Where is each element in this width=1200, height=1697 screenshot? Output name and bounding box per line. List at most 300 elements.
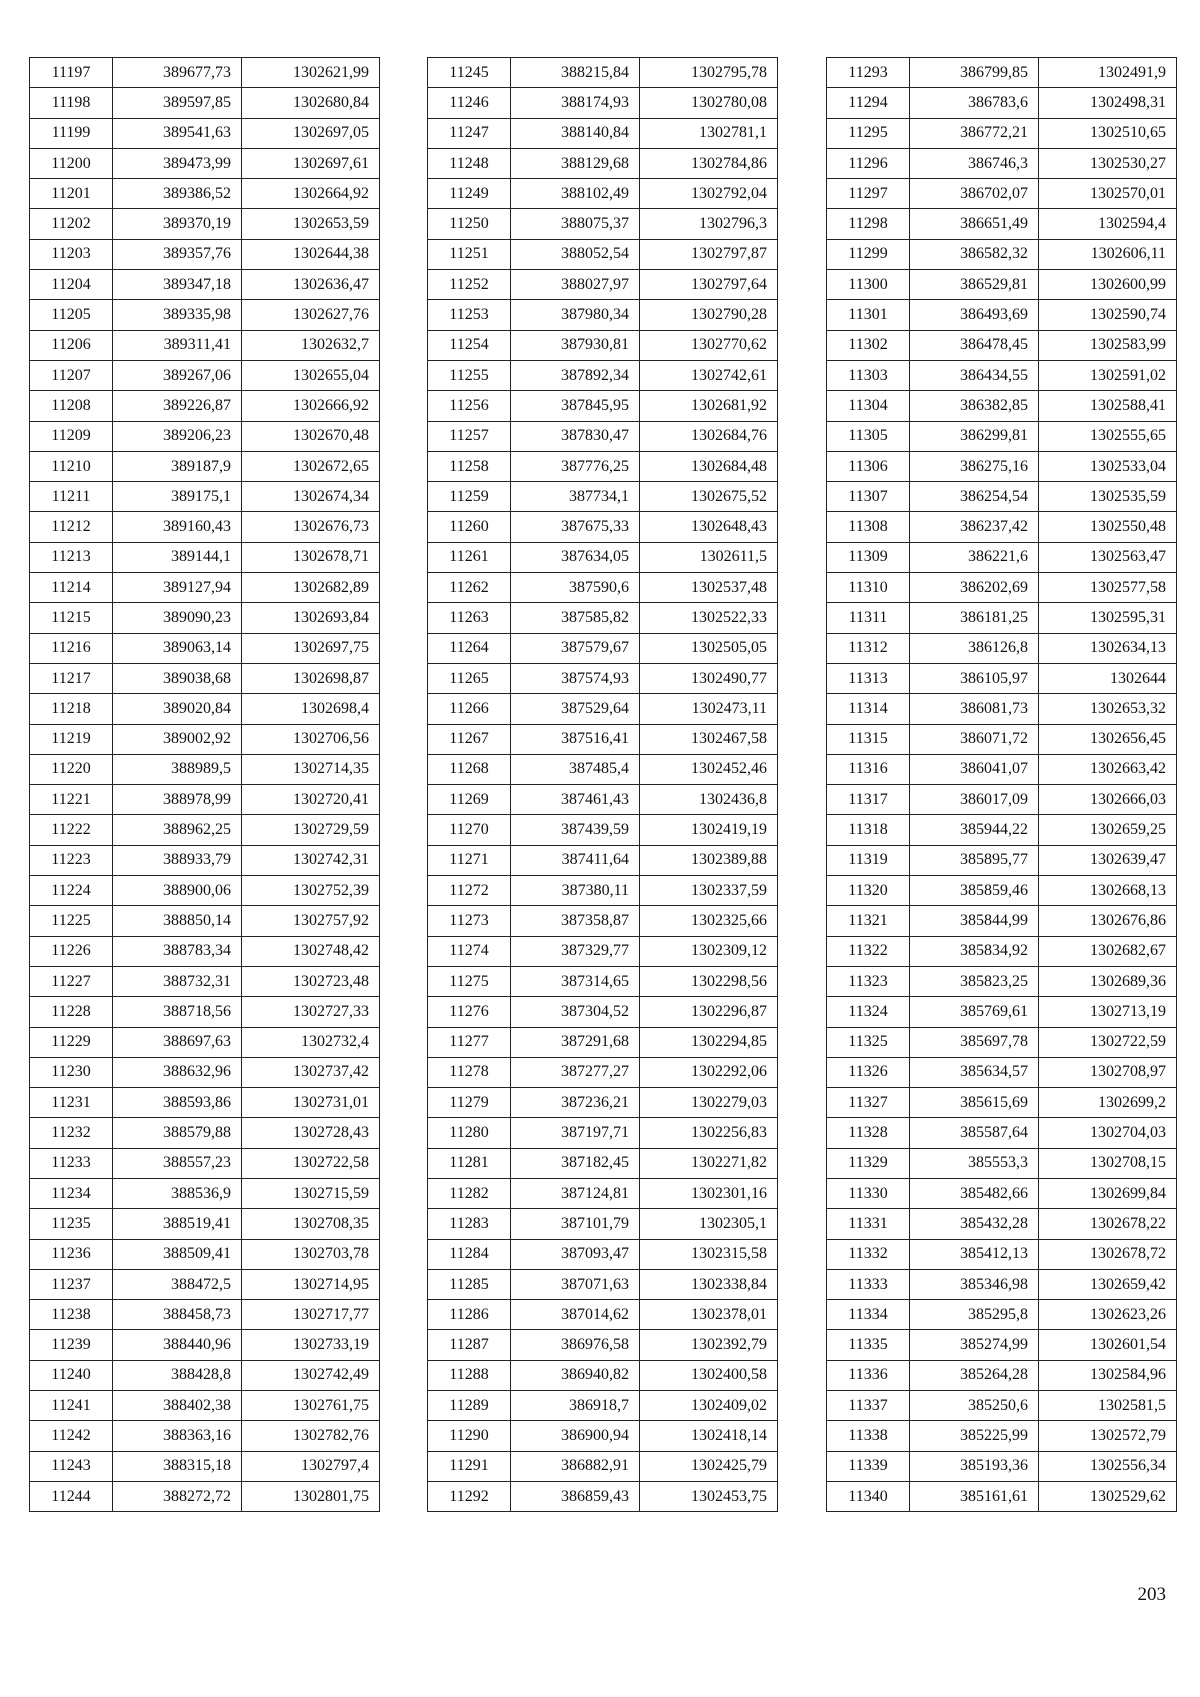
table-row bbox=[827, 1421, 1177, 1451]
table-row bbox=[30, 58, 380, 88]
table-row bbox=[827, 694, 1177, 724]
x-coordinate-cell: 385944,22 bbox=[910, 815, 1039, 845]
x-coordinate-cell: 388272,72 bbox=[113, 1481, 242, 1511]
y-coordinate-cell: 1302801,75 bbox=[242, 1481, 380, 1511]
point-number-cell: 11325 bbox=[827, 1027, 910, 1057]
x-coordinate-cell: 388579,88 bbox=[113, 1118, 242, 1148]
y-coordinate-cell: 1302294,85 bbox=[640, 1027, 778, 1057]
x-coordinate-cell: 387579,67 bbox=[511, 633, 640, 663]
y-coordinate-cell: 1302305,1 bbox=[640, 1209, 778, 1239]
table-row bbox=[827, 300, 1177, 330]
table-row bbox=[428, 118, 778, 148]
y-coordinate-cell: 1302292,06 bbox=[640, 1057, 778, 1087]
y-coordinate-cell: 1302634,13 bbox=[1039, 633, 1177, 663]
x-coordinate-cell: 388129,68 bbox=[511, 148, 640, 178]
y-coordinate-cell: 1302784,86 bbox=[640, 148, 778, 178]
y-coordinate-cell: 1302717,77 bbox=[242, 1300, 380, 1330]
table-row bbox=[827, 118, 1177, 148]
x-coordinate-cell: 387358,87 bbox=[511, 906, 640, 936]
x-coordinate-cell: 386041,07 bbox=[910, 754, 1039, 784]
table-row bbox=[30, 1360, 380, 1390]
y-coordinate-cell: 1302678,72 bbox=[1039, 1239, 1177, 1269]
table-row bbox=[30, 421, 380, 451]
y-coordinate-cell: 1302563,47 bbox=[1039, 542, 1177, 572]
table-row bbox=[30, 1088, 380, 1118]
point-number-cell: 11271 bbox=[428, 845, 511, 875]
y-coordinate-cell: 1302556,34 bbox=[1039, 1451, 1177, 1481]
y-coordinate-cell: 1302714,95 bbox=[242, 1269, 380, 1299]
table-row bbox=[827, 148, 1177, 178]
y-coordinate-cell: 1302693,84 bbox=[242, 603, 380, 633]
point-number-cell: 11205 bbox=[30, 300, 113, 330]
point-number-cell: 11319 bbox=[827, 845, 910, 875]
point-number-cell: 11276 bbox=[428, 997, 511, 1027]
x-coordinate-cell: 385834,92 bbox=[910, 936, 1039, 966]
y-coordinate-cell: 1302301,16 bbox=[640, 1178, 778, 1208]
x-coordinate-cell: 387182,45 bbox=[511, 1148, 640, 1178]
point-number-cell: 11330 bbox=[827, 1178, 910, 1208]
point-number-cell: 11293 bbox=[827, 58, 910, 88]
x-coordinate-cell: 385412,13 bbox=[910, 1239, 1039, 1269]
point-number-cell: 11206 bbox=[30, 330, 113, 360]
table-row bbox=[428, 936, 778, 966]
x-coordinate-cell: 388440,96 bbox=[113, 1330, 242, 1360]
x-coordinate-cell: 387529,64 bbox=[511, 694, 640, 724]
x-coordinate-cell: 387071,63 bbox=[511, 1269, 640, 1299]
table-row bbox=[30, 1178, 380, 1208]
table-row bbox=[827, 1239, 1177, 1269]
x-coordinate-cell: 386783,6 bbox=[910, 88, 1039, 118]
table-row bbox=[827, 1178, 1177, 1208]
table-row bbox=[428, 270, 778, 300]
y-coordinate-cell: 1302737,42 bbox=[242, 1057, 380, 1087]
y-coordinate-cell: 1302590,74 bbox=[1039, 300, 1177, 330]
point-number-cell: 11237 bbox=[30, 1269, 113, 1299]
y-coordinate-cell: 1302537,48 bbox=[640, 573, 778, 603]
point-number-cell: 11277 bbox=[428, 1027, 511, 1057]
point-number-cell: 11238 bbox=[30, 1300, 113, 1330]
x-coordinate-cell: 388697,63 bbox=[113, 1027, 242, 1057]
x-coordinate-cell: 387093,47 bbox=[511, 1239, 640, 1269]
x-coordinate-cell: 386299,81 bbox=[910, 421, 1039, 451]
x-coordinate-cell: 385769,61 bbox=[910, 997, 1039, 1027]
point-number-cell: 11297 bbox=[827, 179, 910, 209]
point-number-cell: 11257 bbox=[428, 421, 511, 451]
y-coordinate-cell: 1302722,59 bbox=[1039, 1027, 1177, 1057]
x-coordinate-cell: 388363,16 bbox=[113, 1421, 242, 1451]
point-number-cell: 11201 bbox=[30, 179, 113, 209]
table-row bbox=[428, 876, 778, 906]
y-coordinate-cell: 1302659,42 bbox=[1039, 1269, 1177, 1299]
x-coordinate-cell: 387590,6 bbox=[511, 573, 640, 603]
x-coordinate-cell: 389160,43 bbox=[113, 512, 242, 542]
table-row bbox=[827, 512, 1177, 542]
table-row bbox=[428, 1209, 778, 1239]
y-coordinate-cell: 1302742,49 bbox=[242, 1360, 380, 1390]
y-coordinate-cell: 1302732,4 bbox=[242, 1027, 380, 1057]
y-coordinate-cell: 1302672,65 bbox=[242, 451, 380, 481]
point-number-cell: 11272 bbox=[428, 876, 511, 906]
point-number-cell: 11291 bbox=[428, 1451, 511, 1481]
y-coordinate-cell: 1302795,78 bbox=[640, 58, 778, 88]
y-coordinate-cell: 1302682,89 bbox=[242, 573, 380, 603]
x-coordinate-cell: 387830,47 bbox=[511, 421, 640, 451]
y-coordinate-cell: 1302676,73 bbox=[242, 512, 380, 542]
table-row bbox=[428, 633, 778, 663]
y-coordinate-cell: 1302706,56 bbox=[242, 724, 380, 754]
y-coordinate-cell: 1302727,33 bbox=[242, 997, 380, 1027]
table-row bbox=[428, 1421, 778, 1451]
x-coordinate-cell: 387439,59 bbox=[511, 815, 640, 845]
point-number-cell: 11295 bbox=[827, 118, 910, 148]
table-row bbox=[827, 1209, 1177, 1239]
table-row bbox=[428, 148, 778, 178]
table-row bbox=[30, 148, 380, 178]
table-row bbox=[827, 724, 1177, 754]
table-row bbox=[30, 573, 380, 603]
table-row bbox=[827, 785, 1177, 815]
x-coordinate-cell: 385432,28 bbox=[910, 1209, 1039, 1239]
table-row bbox=[30, 1239, 380, 1269]
y-coordinate-cell: 1302742,61 bbox=[640, 360, 778, 390]
y-coordinate-cell: 1302530,27 bbox=[1039, 148, 1177, 178]
table-row bbox=[30, 815, 380, 845]
table-row bbox=[30, 118, 380, 148]
x-coordinate-cell: 385697,78 bbox=[910, 1027, 1039, 1057]
y-coordinate-cell: 1302296,87 bbox=[640, 997, 778, 1027]
table-row bbox=[827, 815, 1177, 845]
point-number-cell: 11307 bbox=[827, 482, 910, 512]
point-number-cell: 11311 bbox=[827, 603, 910, 633]
y-coordinate-cell: 1302298,56 bbox=[640, 966, 778, 996]
point-number-cell: 11203 bbox=[30, 239, 113, 269]
y-coordinate-cell: 1302675,52 bbox=[640, 482, 778, 512]
table-row bbox=[827, 876, 1177, 906]
x-coordinate-cell: 388900,06 bbox=[113, 876, 242, 906]
y-coordinate-cell: 1302653,32 bbox=[1039, 694, 1177, 724]
y-coordinate-cell: 1302418,14 bbox=[640, 1421, 778, 1451]
point-number-cell: 11260 bbox=[428, 512, 511, 542]
table-row bbox=[30, 1451, 380, 1481]
y-coordinate-cell: 1302581,5 bbox=[1039, 1391, 1177, 1421]
y-coordinate-cell: 1302256,83 bbox=[640, 1118, 778, 1148]
x-coordinate-cell: 387574,93 bbox=[511, 663, 640, 693]
table-row bbox=[428, 1360, 778, 1390]
point-number-cell: 11269 bbox=[428, 785, 511, 815]
point-number-cell: 11329 bbox=[827, 1148, 910, 1178]
table-row bbox=[30, 1481, 380, 1511]
point-number-cell: 11332 bbox=[827, 1239, 910, 1269]
y-coordinate-cell: 1302594,4 bbox=[1039, 209, 1177, 239]
x-coordinate-cell: 386900,94 bbox=[511, 1421, 640, 1451]
x-coordinate-cell: 386702,07 bbox=[910, 179, 1039, 209]
table-row bbox=[428, 391, 778, 421]
x-coordinate-cell: 386126,8 bbox=[910, 633, 1039, 663]
x-coordinate-cell: 389541,63 bbox=[113, 118, 242, 148]
x-coordinate-cell: 386105,97 bbox=[910, 663, 1039, 693]
y-coordinate-cell: 1302663,42 bbox=[1039, 754, 1177, 784]
table-row bbox=[30, 845, 380, 875]
table-row bbox=[30, 754, 380, 784]
y-coordinate-cell: 1302713,19 bbox=[1039, 997, 1177, 1027]
x-coordinate-cell: 388458,73 bbox=[113, 1300, 242, 1330]
table-row bbox=[428, 1481, 778, 1511]
y-coordinate-cell: 1302425,79 bbox=[640, 1451, 778, 1481]
point-number-cell: 11255 bbox=[428, 360, 511, 390]
point-number-cell: 11207 bbox=[30, 360, 113, 390]
point-number-cell: 11244 bbox=[30, 1481, 113, 1511]
point-number-cell: 11340 bbox=[827, 1481, 910, 1511]
x-coordinate-cell: 386651,49 bbox=[910, 209, 1039, 239]
x-coordinate-cell: 388102,49 bbox=[511, 179, 640, 209]
x-coordinate-cell: 387461,43 bbox=[511, 785, 640, 815]
point-number-cell: 11235 bbox=[30, 1209, 113, 1239]
point-number-cell: 11215 bbox=[30, 603, 113, 633]
table-row bbox=[827, 1360, 1177, 1390]
point-number-cell: 11251 bbox=[428, 239, 511, 269]
y-coordinate-cell: 1302606,11 bbox=[1039, 239, 1177, 269]
y-coordinate-cell: 1302674,34 bbox=[242, 482, 380, 512]
point-number-cell: 11210 bbox=[30, 451, 113, 481]
y-coordinate-cell: 1302570,01 bbox=[1039, 179, 1177, 209]
point-number-cell: 11226 bbox=[30, 936, 113, 966]
y-coordinate-cell: 1302611,5 bbox=[640, 542, 778, 572]
x-coordinate-cell: 386434,55 bbox=[910, 360, 1039, 390]
y-coordinate-cell: 1302632,7 bbox=[242, 330, 380, 360]
point-number-cell: 11326 bbox=[827, 1057, 910, 1087]
x-coordinate-cell: 388174,93 bbox=[511, 88, 640, 118]
point-number-cell: 11263 bbox=[428, 603, 511, 633]
table-row bbox=[827, 1481, 1177, 1511]
table-row bbox=[30, 1027, 380, 1057]
point-number-cell: 11228 bbox=[30, 997, 113, 1027]
point-number-cell: 11274 bbox=[428, 936, 511, 966]
x-coordinate-cell: 386799,85 bbox=[910, 58, 1039, 88]
table-row bbox=[428, 1300, 778, 1330]
point-number-cell: 11292 bbox=[428, 1481, 511, 1511]
point-number-cell: 11246 bbox=[428, 88, 511, 118]
point-number-cell: 11281 bbox=[428, 1148, 511, 1178]
y-coordinate-cell: 1302535,59 bbox=[1039, 482, 1177, 512]
table-row bbox=[827, 421, 1177, 451]
y-coordinate-cell: 1302623,26 bbox=[1039, 1300, 1177, 1330]
x-coordinate-cell: 388850,14 bbox=[113, 906, 242, 936]
y-coordinate-cell: 1302704,03 bbox=[1039, 1118, 1177, 1148]
x-coordinate-cell: 385895,77 bbox=[910, 845, 1039, 875]
y-coordinate-cell: 1302271,82 bbox=[640, 1148, 778, 1178]
y-coordinate-cell: 1302453,75 bbox=[640, 1481, 778, 1511]
y-coordinate-cell: 1302668,13 bbox=[1039, 876, 1177, 906]
x-coordinate-cell: 388052,54 bbox=[511, 239, 640, 269]
point-number-cell: 11239 bbox=[30, 1330, 113, 1360]
x-coordinate-cell: 386478,45 bbox=[910, 330, 1039, 360]
point-number-cell: 11324 bbox=[827, 997, 910, 1027]
y-coordinate-cell: 1302584,96 bbox=[1039, 1360, 1177, 1390]
x-coordinate-cell: 387101,79 bbox=[511, 1209, 640, 1239]
point-number-cell: 11247 bbox=[428, 118, 511, 148]
point-number-cell: 11305 bbox=[827, 421, 910, 451]
table-row bbox=[30, 1421, 380, 1451]
y-coordinate-cell: 1302655,04 bbox=[242, 360, 380, 390]
y-coordinate-cell: 1302684,48 bbox=[640, 451, 778, 481]
x-coordinate-cell: 386746,3 bbox=[910, 148, 1039, 178]
y-coordinate-cell: 1302636,47 bbox=[242, 270, 380, 300]
x-coordinate-cell: 389063,14 bbox=[113, 633, 242, 663]
table-row bbox=[428, 966, 778, 996]
x-coordinate-cell: 389386,52 bbox=[113, 179, 242, 209]
table-row bbox=[30, 724, 380, 754]
x-coordinate-cell: 386582,32 bbox=[910, 239, 1039, 269]
y-coordinate-cell: 1302714,35 bbox=[242, 754, 380, 784]
point-number-cell: 11262 bbox=[428, 573, 511, 603]
x-coordinate-cell: 389335,98 bbox=[113, 300, 242, 330]
table-row bbox=[827, 88, 1177, 118]
x-coordinate-cell: 385615,69 bbox=[910, 1088, 1039, 1118]
point-number-cell: 11296 bbox=[827, 148, 910, 178]
y-coordinate-cell: 1302621,99 bbox=[242, 58, 380, 88]
table-row bbox=[428, 1239, 778, 1269]
y-coordinate-cell: 1302722,58 bbox=[242, 1148, 380, 1178]
point-number-cell: 11204 bbox=[30, 270, 113, 300]
point-number-cell: 11338 bbox=[827, 1421, 910, 1451]
table-row bbox=[428, 845, 778, 875]
y-coordinate-cell: 1302337,59 bbox=[640, 876, 778, 906]
x-coordinate-cell: 387734,1 bbox=[511, 482, 640, 512]
point-number-cell: 11299 bbox=[827, 239, 910, 269]
x-coordinate-cell: 389020,84 bbox=[113, 694, 242, 724]
x-coordinate-cell: 389175,1 bbox=[113, 482, 242, 512]
table-row bbox=[827, 179, 1177, 209]
point-number-cell: 11242 bbox=[30, 1421, 113, 1451]
point-number-cell: 11275 bbox=[428, 966, 511, 996]
point-number-cell: 11221 bbox=[30, 785, 113, 815]
table-row bbox=[30, 330, 380, 360]
table-row bbox=[30, 209, 380, 239]
x-coordinate-cell: 386940,82 bbox=[511, 1360, 640, 1390]
table-row bbox=[428, 906, 778, 936]
x-coordinate-cell: 388978,99 bbox=[113, 785, 242, 815]
x-coordinate-cell: 389357,76 bbox=[113, 239, 242, 269]
x-coordinate-cell: 389347,18 bbox=[113, 270, 242, 300]
point-number-cell: 11248 bbox=[428, 148, 511, 178]
point-number-cell: 11264 bbox=[428, 633, 511, 663]
y-coordinate-cell: 1302498,31 bbox=[1039, 88, 1177, 118]
point-number-cell: 11240 bbox=[30, 1360, 113, 1390]
x-coordinate-cell: 385193,36 bbox=[910, 1451, 1039, 1481]
y-coordinate-cell: 1302780,08 bbox=[640, 88, 778, 118]
x-coordinate-cell: 387516,41 bbox=[511, 724, 640, 754]
y-coordinate-cell: 1302577,58 bbox=[1039, 573, 1177, 603]
point-number-cell: 11224 bbox=[30, 876, 113, 906]
point-number-cell: 11266 bbox=[428, 694, 511, 724]
table-row bbox=[827, 1088, 1177, 1118]
point-number-cell: 11339 bbox=[827, 1451, 910, 1481]
x-coordinate-cell: 388718,56 bbox=[113, 997, 242, 1027]
x-coordinate-cell: 388732,31 bbox=[113, 966, 242, 996]
x-coordinate-cell: 388027,97 bbox=[511, 270, 640, 300]
point-number-cell: 11320 bbox=[827, 876, 910, 906]
y-coordinate-cell: 1302797,4 bbox=[242, 1451, 380, 1481]
point-number-cell: 11217 bbox=[30, 663, 113, 693]
y-coordinate-cell: 1302699,84 bbox=[1039, 1178, 1177, 1208]
y-coordinate-cell: 1302490,77 bbox=[640, 663, 778, 693]
point-number-cell: 11313 bbox=[827, 663, 910, 693]
point-number-cell: 11323 bbox=[827, 966, 910, 996]
point-number-cell: 11219 bbox=[30, 724, 113, 754]
point-number-cell: 11211 bbox=[30, 482, 113, 512]
point-number-cell: 11252 bbox=[428, 270, 511, 300]
point-number-cell: 11302 bbox=[827, 330, 910, 360]
table-row bbox=[428, 573, 778, 603]
point-number-cell: 11300 bbox=[827, 270, 910, 300]
point-number-cell: 11202 bbox=[30, 209, 113, 239]
point-number-cell: 11231 bbox=[30, 1088, 113, 1118]
x-coordinate-cell: 385346,98 bbox=[910, 1269, 1039, 1299]
x-coordinate-cell: 387304,52 bbox=[511, 997, 640, 1027]
table-row bbox=[428, 330, 778, 360]
table-row bbox=[30, 906, 380, 936]
point-number-cell: 11229 bbox=[30, 1027, 113, 1057]
point-number-cell: 11234 bbox=[30, 1178, 113, 1208]
table-row bbox=[827, 239, 1177, 269]
point-number-cell: 11232 bbox=[30, 1118, 113, 1148]
x-coordinate-cell: 386081,73 bbox=[910, 694, 1039, 724]
table-row bbox=[428, 300, 778, 330]
point-number-cell: 11279 bbox=[428, 1088, 511, 1118]
coordinate-table-1 bbox=[29, 57, 380, 1512]
y-coordinate-cell: 1302653,59 bbox=[242, 209, 380, 239]
point-number-cell: 11261 bbox=[428, 542, 511, 572]
point-number-cell: 11303 bbox=[827, 360, 910, 390]
table-row bbox=[30, 785, 380, 815]
x-coordinate-cell: 385844,99 bbox=[910, 906, 1039, 936]
x-coordinate-cell: 387776,25 bbox=[511, 451, 640, 481]
point-number-cell: 11223 bbox=[30, 845, 113, 875]
table-row bbox=[827, 633, 1177, 663]
table-row bbox=[30, 542, 380, 572]
table-row bbox=[827, 330, 1177, 360]
table-row bbox=[827, 603, 1177, 633]
point-number-cell: 11287 bbox=[428, 1330, 511, 1360]
y-coordinate-cell: 1302689,36 bbox=[1039, 966, 1177, 996]
table-row bbox=[30, 633, 380, 663]
table-row bbox=[827, 270, 1177, 300]
point-number-cell: 11200 bbox=[30, 148, 113, 178]
y-coordinate-cell: 1302781,1 bbox=[640, 118, 778, 148]
table-row bbox=[30, 482, 380, 512]
table-row bbox=[428, 482, 778, 512]
point-number-cell: 11308 bbox=[827, 512, 910, 542]
point-number-cell: 11268 bbox=[428, 754, 511, 784]
table-row bbox=[30, 1118, 380, 1148]
y-coordinate-cell: 1302742,31 bbox=[242, 845, 380, 875]
y-coordinate-cell: 1302682,67 bbox=[1039, 936, 1177, 966]
y-coordinate-cell: 1302315,58 bbox=[640, 1239, 778, 1269]
x-coordinate-cell: 388519,41 bbox=[113, 1209, 242, 1239]
point-number-cell: 11209 bbox=[30, 421, 113, 451]
point-number-cell: 11245 bbox=[428, 58, 511, 88]
table-row bbox=[428, 1391, 778, 1421]
x-coordinate-cell: 385859,46 bbox=[910, 876, 1039, 906]
point-number-cell: 11270 bbox=[428, 815, 511, 845]
table-row bbox=[428, 603, 778, 633]
y-coordinate-cell: 1302796,3 bbox=[640, 209, 778, 239]
point-number-cell: 11212 bbox=[30, 512, 113, 542]
x-coordinate-cell: 389127,94 bbox=[113, 573, 242, 603]
table-row bbox=[428, 512, 778, 542]
table-row bbox=[428, 1330, 778, 1360]
y-coordinate-cell: 1302601,54 bbox=[1039, 1330, 1177, 1360]
